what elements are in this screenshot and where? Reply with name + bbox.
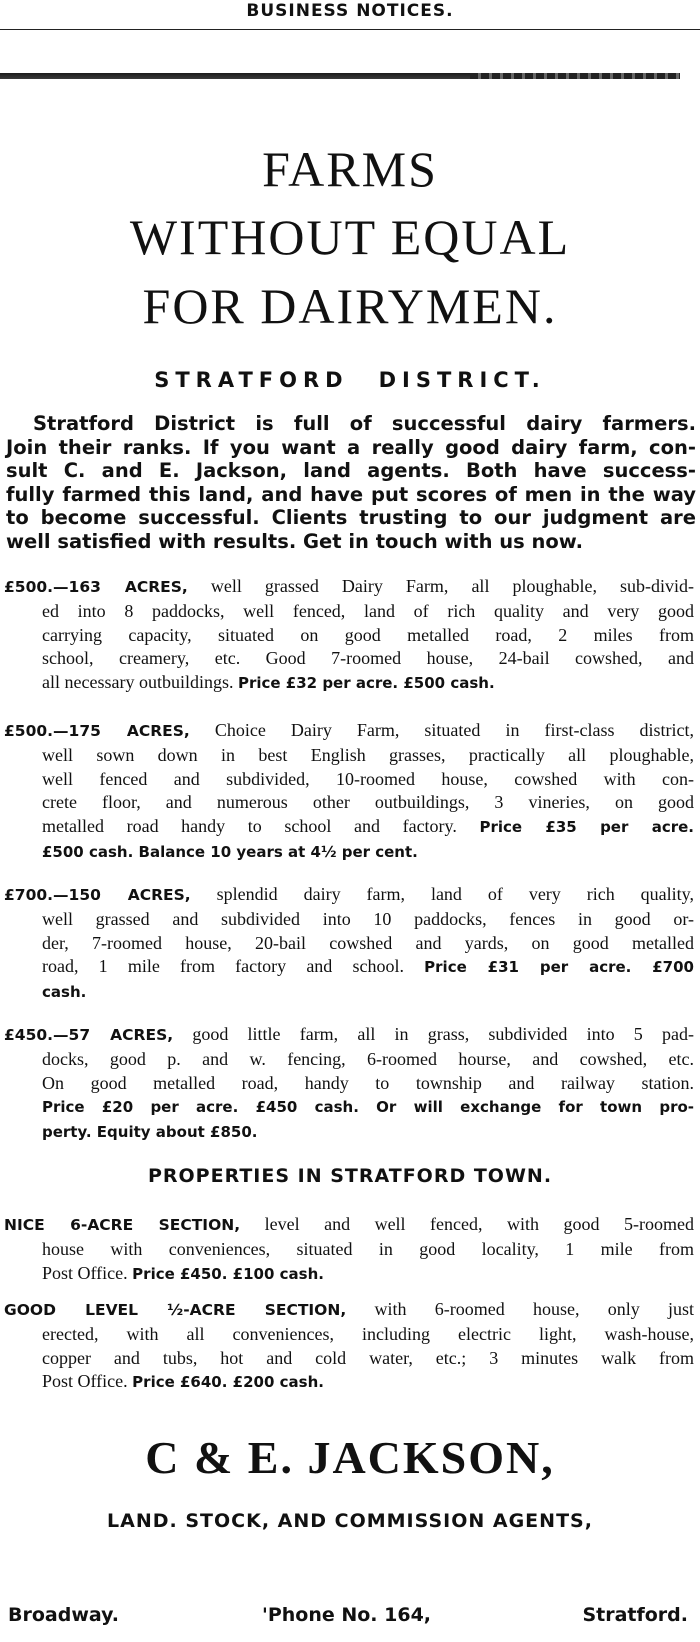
listing-line: £500.—175 ACRES, Choice Dairy Farm, situated in first-class district, xyxy=(4,720,695,740)
listing-line: school, creamery, etc. Good 7-roomed house, 24-bail cowshed, and xyxy=(42,648,694,669)
listing-line: well grassed and subdivided into 10 paddocks, fences in good or- xyxy=(42,908,694,929)
price-text: perty. Equity about £850. xyxy=(42,1123,258,1142)
header-rule-thin xyxy=(0,29,700,30)
listing-lead: £500.—175 ACRES, xyxy=(4,722,190,740)
listing-line: der, 7-roomed house, 20-bail cowshed and yards, on good metalled xyxy=(42,932,694,953)
section-header: BUSINESS NOTICES. xyxy=(246,1,454,21)
listing-line: £450.—57 ACRES, good little farm, all in grass, subdivided into 5 pad- xyxy=(4,1024,694,1044)
listing-line: NICE 6-ACRE SECTION, level and well fenced, with good 5-roomed xyxy=(4,1214,694,1234)
firm-name: C & E. JACKSON, xyxy=(145,1432,555,1483)
intro-paragraph xyxy=(6,412,696,553)
price-text: Price £450. £100 cash. xyxy=(132,1264,324,1283)
headline-line-1: FARMS xyxy=(262,141,438,197)
listing-line: well fenced and subdivided, 10-roomed house, cowshed with con- xyxy=(42,768,694,789)
listing-lead: £700.—150 ACRES, xyxy=(4,886,191,904)
farm-listing-163-acres xyxy=(4,575,694,696)
price-text: Price £640. £200 cash. xyxy=(132,1373,324,1392)
listing-line: GOOD LEVEL ½-ACRE SECTION, with 6-roomed house, only just xyxy=(4,1299,694,1319)
listing-lead: £500.—163 ACRES, xyxy=(4,578,188,596)
footer-town: Stratford. xyxy=(582,1604,688,1626)
price-text: Price £32 per acre. £500 cash. xyxy=(237,674,495,693)
listing-lead: NICE 6-ACRE SECTION, xyxy=(4,1216,241,1234)
listing-line: erected, with all conveniences, including electric light, wash-house, xyxy=(42,1323,694,1344)
price-text: Price £31 per acre. £700 xyxy=(424,958,694,977)
listing-line: carrying capacity, situated on good metalled road, 2 miles from xyxy=(42,624,694,645)
price-text: Price £35 per acre. xyxy=(479,818,694,837)
listing-line xyxy=(4,840,694,865)
town-property-half-acre xyxy=(4,1298,694,1395)
town-properties-heading: PROPERTIES IN STRATFORD TOWN. xyxy=(147,1165,553,1187)
listing-line: £700.—150 ACRES, splendid dairy farm, land of very rich quality, xyxy=(4,884,695,904)
intro-line: fully farmed this land, and have put scores of men in the way xyxy=(6,482,696,506)
intro-line: Join their ranks. If you want a really good dairy farm, con- xyxy=(6,435,696,459)
farm-listing-57-acres xyxy=(4,1023,694,1145)
listing-line: crete floor, and numerous other outbuildings, 3 vineries, on good xyxy=(42,792,694,813)
listing-lead: GOOD LEVEL ½-ACRE SECTION, xyxy=(4,1301,347,1319)
price-text: cash. xyxy=(42,983,87,1002)
footer-address: Broadway. xyxy=(8,1604,119,1626)
agents-line: LAND. STOCK, AND COMMISSION AGENTS, xyxy=(107,1510,593,1532)
intro-line: to become successful. Clients trusting to our judgment are xyxy=(6,506,696,529)
listing-line: Post Office. Price £640. £200 cash. xyxy=(42,1371,324,1392)
header-rule-thick xyxy=(0,73,680,79)
farm-listing-175-acres xyxy=(4,719,694,865)
price-text: £500 cash. Balance 10 years at 4½ per cent. xyxy=(42,842,418,861)
listing-line: £500.—163 ACRES, well grassed Dairy Farm, all ploughable, sub-divid- xyxy=(4,576,694,596)
town-property-6-acre xyxy=(4,1213,694,1286)
price-text: Price £20 per acre. £450 cash. Or will exchange for town pro- xyxy=(42,1098,694,1117)
listing-line: metalled road handy to school and factory. Price £35 per acre. xyxy=(42,816,694,837)
listing-line: all necessary outbuildings. Price £32 per acre. £500 cash. xyxy=(42,672,495,693)
district-word-1: STRATFORD xyxy=(154,368,349,392)
listing-line: copper and tubs, hot and cold water, etc.; 3 minutes walk from xyxy=(42,1347,694,1368)
district-word-2: DISTRICT. xyxy=(378,368,546,392)
intro-line: Stratford District is full of successful dairy farmers. xyxy=(33,412,696,435)
listing-line: docks, good p. and w. fencing, 6-roomed hourse, and cowshed, etc. xyxy=(42,1048,694,1069)
farm-listing-150-acres xyxy=(4,883,694,1005)
listing-line: Post Office. Price £450. £100 cash. xyxy=(42,1262,324,1283)
listing-line: road, 1 mile from factory and school. Price £31 per acre. £700 xyxy=(42,956,694,977)
footer-phone: 'Phone No. 164, xyxy=(262,1604,432,1626)
headline-line-2: WITHOUT EQUAL xyxy=(129,209,571,265)
district-heading xyxy=(0,368,700,392)
listing-line xyxy=(4,980,694,1005)
listing-lead: £450.—57 ACRES, xyxy=(4,1026,174,1044)
listing-line: house with conveniences, situated in good locality, 1 mile from xyxy=(42,1238,694,1259)
intro-line: sult C. and E. Jackson, land agents. Both have success- xyxy=(6,459,696,482)
listing-line: ed into 8 paddocks, well fenced, land of rich quality and very good xyxy=(42,600,694,621)
listing-line xyxy=(4,1120,694,1145)
intro-line: well satisfied with results. Get in touch with us now. xyxy=(6,529,583,553)
listing-line xyxy=(4,1095,694,1120)
headline-line-3: FOR DAIRYMEN. xyxy=(142,278,558,334)
listing-line: On good metalled road, handy to township and railway station. xyxy=(42,1072,694,1093)
listing-line: well sown down in best English grasses, practically all ploughable, xyxy=(42,744,694,765)
